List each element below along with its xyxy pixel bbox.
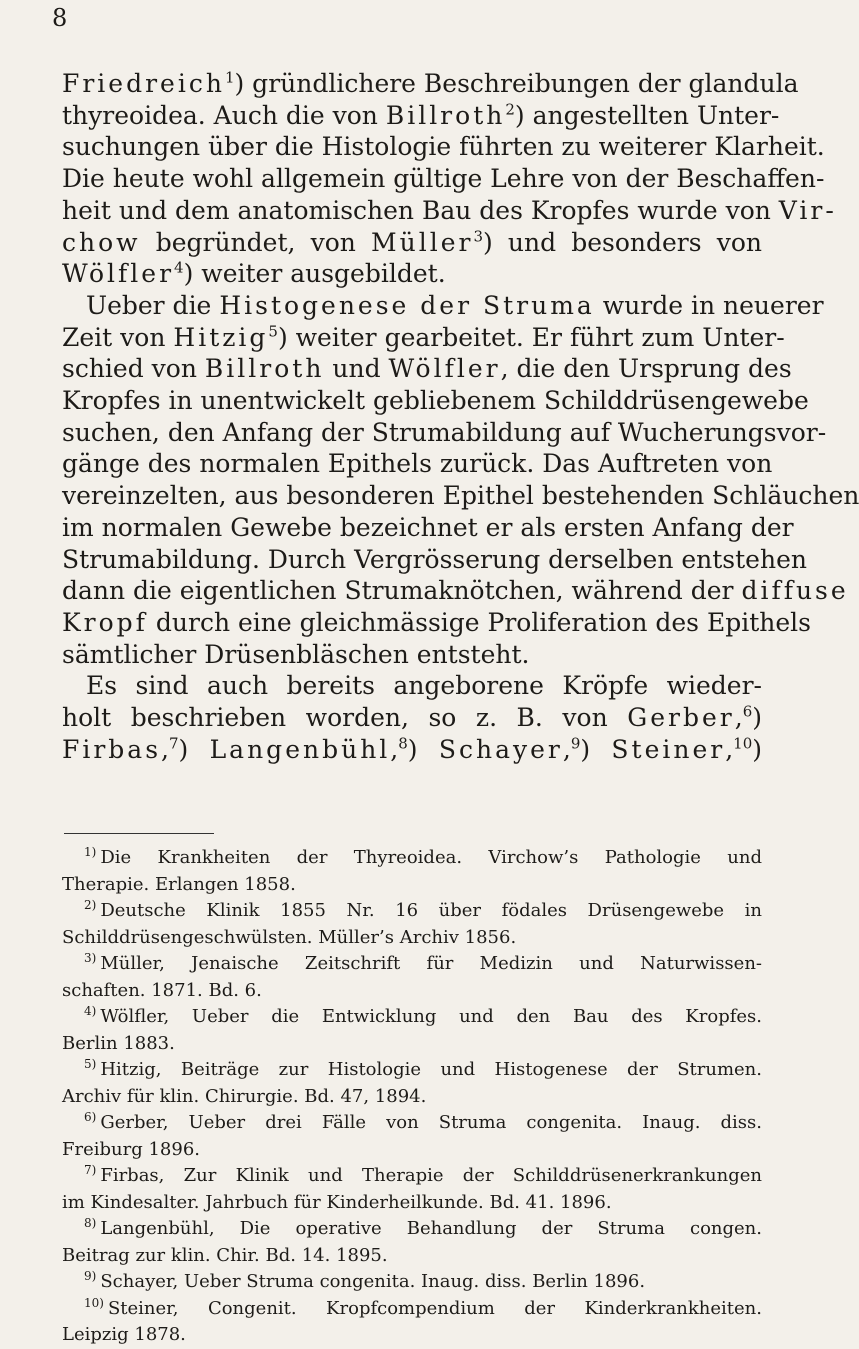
spaced-name: Histogenese der Struma — [219, 290, 595, 320]
text-run: ) angestellten Unter- — [514, 100, 780, 130]
footnote-reference: 1 — [224, 68, 235, 87]
page-number: 8 — [52, 4, 68, 32]
footnote-line — [62, 872, 762, 899]
footnote-text: Müller, Jenaische Zeitschrift für Medizin und Naturwissen- — [100, 953, 762, 974]
footnote-text: Deutsche Klinik 1855 Nr. 16 über födales Drüsengewebe in — [100, 900, 762, 921]
text-run: holt beschrieben worden, so z. B. von — [62, 703, 628, 733]
text-run: ) gründlichere Beschreibungen der glandula — [234, 69, 799, 98]
footnote-mark: 8) — [84, 1216, 97, 1230]
spaced-name: Friedreich — [62, 69, 225, 98]
text-run: durch eine gleichmässige Proliferation des Epithels — [147, 607, 811, 637]
footnote-mark: 1) — [84, 845, 97, 859]
body-line — [62, 639, 762, 671]
footnote — [62, 1216, 762, 1269]
footnote-reference: 7 — [168, 734, 179, 753]
footnote-text: Gerber, Ueber drei Fälle von Struma congenita. Inaug. diss. — [100, 1112, 762, 1133]
footnote-mark: 4) — [84, 1004, 97, 1018]
footnote — [62, 1163, 762, 1216]
footnote-reference: 6 — [742, 702, 753, 721]
footnote-text: Die Krankheiten der Thyreoidea. Virchow’s Pathologie und — [100, 847, 762, 868]
footnote-reference: 10 — [733, 734, 753, 753]
text-run: , — [734, 703, 743, 733]
spaced-name: Schayer — [438, 734, 563, 764]
text-run: Kropfes in unentwickelt gebliebenem Schilddrüsengewebe — [62, 386, 809, 416]
footnote-line — [62, 1216, 762, 1243]
text-run: ) — [752, 703, 762, 733]
text-run: wurde in neuerer — [594, 290, 824, 320]
text-run: im normalen Gewebe bezeichnet er als ersten Anfang der — [62, 512, 794, 542]
spaced-name: Langenbühl — [209, 734, 391, 764]
footnote-text: Hitzig, Beiträge zur Histologie und Histogenese der Strumen. — [100, 1059, 762, 1080]
spaced-name: Billroth — [385, 100, 506, 130]
body-line — [62, 353, 792, 385]
footnote-reference: 2 — [505, 100, 515, 119]
text-run: , — [725, 734, 734, 764]
footnote — [62, 845, 762, 898]
text-run: , — [390, 734, 399, 764]
footnote-line — [62, 1269, 762, 1296]
spaced-name: Firbas — [62, 734, 162, 764]
footnote-reference: 3 — [473, 227, 483, 246]
footnote-text: Leipzig 1878. — [62, 1324, 186, 1345]
footnote-line — [62, 1110, 762, 1137]
footnote-reference: 5 — [268, 322, 278, 341]
footnote-text: Langenbühl, Die operative Behandlung der Struma congen. — [100, 1218, 762, 1239]
body-line — [62, 670, 762, 702]
footnote-reference: 8 — [398, 734, 408, 753]
footnote-separator — [64, 833, 214, 834]
footnote-text: Berlin 1883. — [62, 1032, 175, 1054]
footnote-line — [62, 1137, 762, 1164]
footnote-mark: 9) — [84, 1269, 97, 1283]
body-line — [62, 195, 837, 227]
footnote-text: Beitrag zur klin. Chir. Bd. 14. 1895. — [62, 1244, 388, 1266]
spaced-name: Hitzig — [173, 322, 269, 352]
footnote-line — [62, 978, 762, 1005]
text-run: Strumabildung. Durch Vergrösserung derselben entstehen — [62, 544, 807, 574]
footnote-text: Schayer, Ueber Struma congenita. Inaug. diss. Berlin 1896. — [100, 1271, 646, 1292]
spaced-name: Steiner — [611, 734, 726, 764]
text-run: ) — [407, 734, 439, 764]
body-line — [62, 100, 780, 132]
body-text — [62, 68, 859, 765]
footnote-mark: 7) — [84, 1163, 97, 1177]
spaced-name: diffuse — [741, 576, 849, 606]
footnote-text: Schilddrüsengeschwülsten. Müller’s Archiv 1856. — [62, 926, 517, 948]
text-run: sämtlicher Drüsenbläschen entsteht. — [62, 639, 530, 669]
body-line — [62, 702, 762, 734]
spaced-name: chow — [62, 227, 141, 257]
text-run: ) — [178, 734, 210, 764]
footnote-reference: 4 — [174, 258, 184, 277]
footnote-mark: 3) — [84, 951, 97, 965]
spaced-name: Vir- — [778, 195, 837, 225]
footnote-line — [62, 1322, 762, 1349]
footnote-line — [62, 898, 762, 925]
body-line — [62, 131, 825, 163]
text-run: suchungen über die Histologie führten zu weiterer Klarheit. — [62, 132, 825, 162]
footnote-text: Steiner, Congenit. Kropfcompendium der Kinderkrankheiten. — [107, 1297, 762, 1319]
footnote-mark: 6) — [84, 1110, 97, 1124]
footnote-text: Archiv für klin. Chirurgie. Bd. 47, 1894. — [62, 1085, 427, 1107]
footnote-line — [62, 1163, 762, 1190]
body-line — [62, 417, 827, 449]
footnote-line — [62, 925, 762, 952]
footnote-mark: 2) — [84, 898, 97, 912]
text-run: , — [161, 734, 169, 764]
footnote-reference: 9 — [570, 734, 581, 753]
spaced-name: Wölfler — [388, 354, 501, 384]
footnote-line — [62, 845, 762, 872]
spaced-name: Wölfler — [62, 259, 175, 289]
text-run: vereinzelten, aus besonderen Epithel bestehenden Schläuchen — [62, 481, 859, 511]
footnote — [62, 1296, 762, 1349]
footnote-line — [62, 1190, 762, 1217]
text-run: Die heute wohl allgemein gültige Lehre von der Beschaffen- — [62, 164, 825, 194]
footnote — [62, 898, 762, 951]
body-line — [62, 607, 811, 639]
spaced-name: Kropf — [62, 607, 148, 637]
text-run: gänge des normalen Epithels zurück. Das Auftreten von — [62, 449, 773, 479]
text-run: ) weiter ausgebildet. — [183, 259, 446, 289]
body-line — [62, 575, 849, 607]
body-line — [62, 163, 825, 195]
footnote-text: Freiburg 1896. — [62, 1138, 200, 1160]
text-run: ) weiter gearbeitet. Er führt zum Unter- — [277, 322, 785, 352]
footnote — [62, 951, 762, 1004]
spaced-name: Müller — [371, 227, 474, 257]
footnotes — [62, 845, 762, 1349]
body-line — [62, 385, 809, 417]
text-run: thyreoidea. Auch die von — [62, 100, 386, 130]
body-line — [62, 322, 785, 354]
text-run: ) — [580, 734, 612, 764]
text-run: Zeit von — [62, 322, 174, 352]
text-run: und — [324, 354, 389, 384]
text-run: schied von — [62, 354, 205, 384]
spaced-name: Gerber — [627, 703, 735, 733]
body-line — [62, 480, 859, 512]
text-run: , — [562, 734, 571, 764]
footnote — [62, 1110, 762, 1163]
footnote-text: schaften. 1871. Bd. 6. — [62, 979, 262, 1001]
text-run: suchen, den Anfang der Strumabildung auf Wucherungsvor- — [62, 417, 827, 447]
body-line — [62, 68, 799, 100]
footnote-line — [62, 1004, 762, 1031]
text-run: , die den Ursprung des — [500, 354, 792, 384]
body-line — [62, 227, 762, 259]
footnote-line — [62, 1031, 762, 1058]
text-run: dann die eigentlichen Strumaknötchen, während der — [62, 576, 742, 606]
footnote — [62, 1004, 762, 1057]
footnote-text: Firbas, Zur Klinik und Therapie der Schilddrüsenerkrankungen — [100, 1165, 762, 1186]
text-run: ) und besonders von — [482, 227, 762, 257]
footnote-text: Therapie. Erlangen 1858. — [62, 873, 296, 895]
text-run: heit und dem anatomischen Bau des Kropfes wurde von — [62, 195, 779, 225]
footnote-text: Wölfler, Ueber die Entwicklung und den Bau des Kropfes. — [100, 1006, 762, 1027]
footnote — [62, 1269, 762, 1296]
footnote-line — [62, 1084, 762, 1111]
footnote-line — [62, 1057, 762, 1084]
spaced-name: Billroth — [204, 354, 325, 384]
footnote-mark: 5) — [84, 1057, 97, 1071]
body-line — [62, 544, 807, 576]
footnote-mark: 10) — [84, 1295, 104, 1310]
body-line — [62, 448, 773, 480]
footnote-line — [62, 1243, 762, 1270]
body-line — [62, 258, 762, 290]
body-line — [62, 734, 762, 766]
footnote-text: im Kindesalter. Jahrbuch für Kinderheilkunde. Bd. 41. 1896. — [62, 1191, 612, 1213]
footnote-line — [62, 1296, 762, 1323]
body-line — [62, 512, 794, 544]
footnote-line — [62, 951, 762, 978]
text-run: ) — [752, 734, 763, 764]
text-run: Ueber die — [86, 290, 220, 320]
text-run: begründet, von — [140, 227, 371, 257]
text-run: Es sind auch bereits angeborene Kröpfe wieder- — [86, 671, 762, 701]
footnote — [62, 1057, 762, 1110]
body-line — [62, 290, 824, 322]
